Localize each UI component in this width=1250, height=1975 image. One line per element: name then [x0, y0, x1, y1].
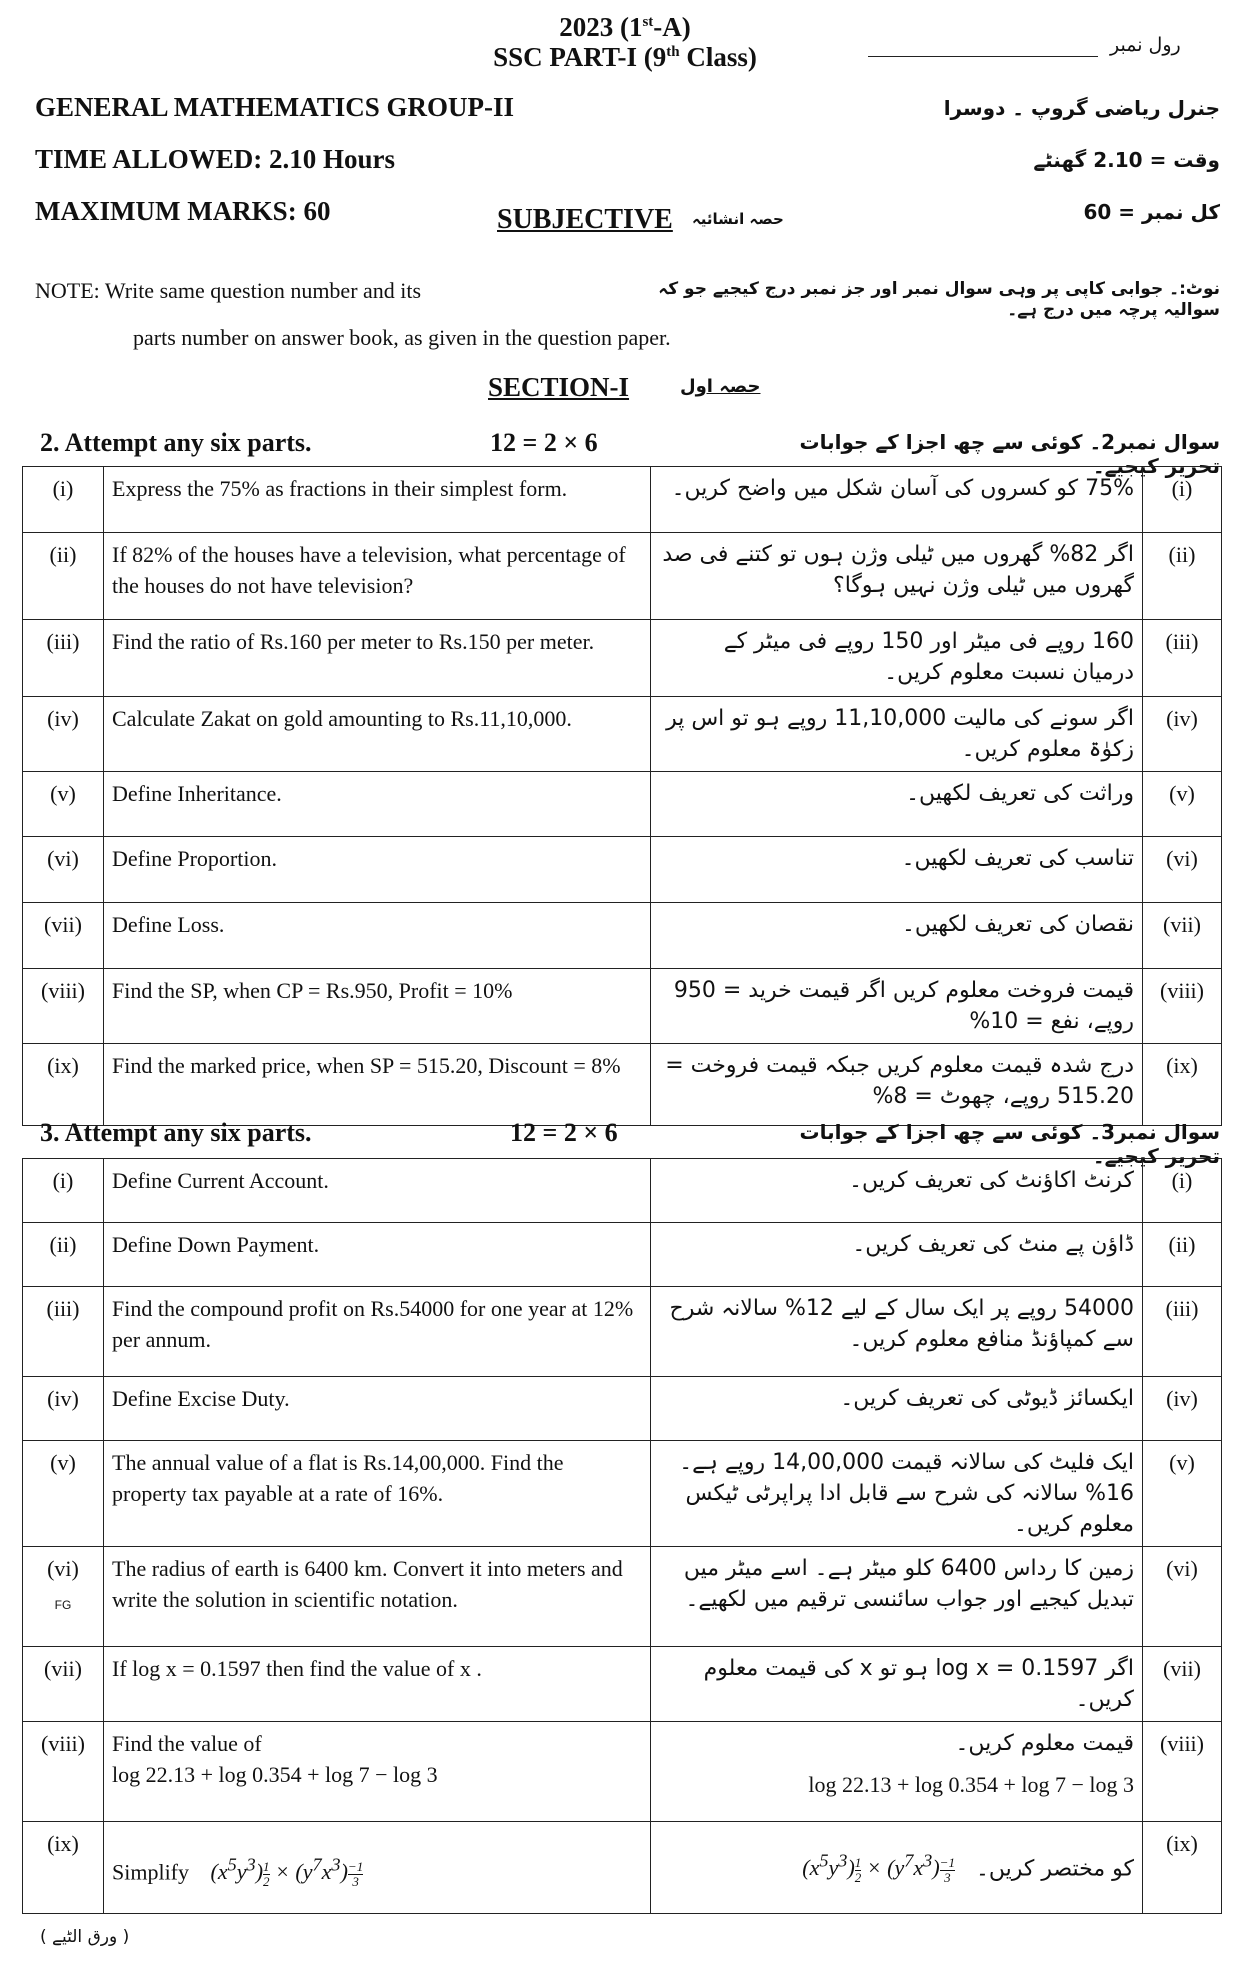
simplify-expression-ur: $(x^5y^3)$ $\frac{1}{2}$ × $(y^7x^3)$ $\frac{-1}{3}$	[802, 1851, 955, 1885]
q2-part-number: (ix)	[23, 1044, 104, 1126]
q3-title-ur: سوال نمبر3۔ کوئی سے چھ اجزا کے جوابات تحریر کیجیے۔	[799, 1120, 1220, 1168]
q3-part-ur-cell	[651, 1822, 1143, 1914]
q3-part-number-ur: (viii)	[1143, 1722, 1222, 1822]
q2-part-ur: درج شدہ قیمت معلوم کریں جبکہ قیمت فروخت = 515.20 روپے، چھوٹ = 8%	[651, 1044, 1143, 1126]
section-title: SECTION-I	[488, 372, 630, 402]
q2-part-number-ur: (vii)	[1143, 903, 1222, 969]
q2-part-number: (i)	[23, 467, 104, 533]
q2-part-ur: اگر سونے کی مالیت 11,10,000 روپے ہو تو اس پر زکوٰۃ معلوم کریں۔	[651, 697, 1143, 772]
table-row	[23, 772, 1222, 837]
note-en-line1: NOTE: Write same question number and its	[35, 278, 422, 303]
q2-part-number-ur: (vi)	[1143, 837, 1222, 903]
table-row	[23, 1647, 1222, 1722]
q3-part-ur: 54000 روپے پر ایک سال کے لیے 12% سالانہ شرح سے کمپاؤنڈ منافع معلوم کریں۔	[651, 1287, 1143, 1377]
q3-part-ur: کرنٹ اکاؤنٹ کی تعریف کریں۔	[651, 1159, 1143, 1223]
q3-part-ur-line2: log 22.13 + log 0.354 + log 7 − log 3	[808, 1772, 1134, 1797]
subjective-ur: حصہ انشائیہ	[692, 210, 784, 228]
q2-part-number-ur: (iv)	[1143, 697, 1222, 772]
q3-part-en: The annual value of a flat is Rs.14,00,000. Find the property tax payable at a rate of 16%.	[104, 1441, 651, 1547]
table-row	[23, 697, 1222, 772]
roll-number-line	[868, 56, 1098, 57]
q2-part-number: (vi)	[23, 837, 104, 903]
subject-ur: جنرل ریاضی گروپ ۔ دوسرا	[943, 96, 1220, 120]
time-allowed-ur: وقت = 2.10 گھنٹے	[1033, 148, 1220, 172]
q3-part-number-ur: (i)	[1143, 1159, 1222, 1223]
q3-part-ur-cell	[651, 1722, 1143, 1822]
table-row	[23, 1822, 1222, 1914]
q2-part-en: Define Loss.	[104, 903, 651, 969]
q3-part-en: Define Excise Duty.	[104, 1377, 651, 1441]
q3-part-ur-line1: قیمت معلوم کریں۔	[955, 1731, 1134, 1756]
q2-part-number-ur: (iii)	[1143, 620, 1222, 697]
table-row	[23, 1377, 1222, 1441]
q3-part-number-ur: (iv)	[1143, 1377, 1222, 1441]
q3-part-number-ur: (v)	[1143, 1441, 1222, 1547]
q2-part-number-ur: (ix)	[1143, 1044, 1222, 1126]
table-row	[23, 903, 1222, 969]
q2-part-ur: 75% کو کسروں کی آسان شکل میں واضح کریں۔	[651, 467, 1143, 533]
q3-part-en: Simplify	[112, 1859, 190, 1885]
q3-table	[22, 1158, 1222, 1914]
time-allowed-en: TIME ALLOWED: 2.10 Hours	[35, 144, 396, 174]
q3-part-en-line2: log 22.13 + log 0.354 + log 7 − log 3	[112, 1762, 438, 1787]
q2-part-number: (vii)	[23, 903, 104, 969]
q3-title: 3. Attempt any six parts.	[40, 1118, 312, 1147]
q2-part-number: (viii)	[23, 969, 104, 1044]
table-row	[23, 1044, 1222, 1126]
q3-part-en: Define Down Payment.	[104, 1223, 651, 1287]
q3-part-number: (ii)	[23, 1223, 104, 1287]
q3-part-number: (viii)	[23, 1722, 104, 1822]
table-row	[23, 533, 1222, 620]
q3-part-number-cell	[23, 1547, 104, 1647]
q3-part-number-ur: (vii)	[1143, 1647, 1222, 1722]
q3-part-number: (vii)	[23, 1647, 104, 1722]
q3-part-number: (iv)	[23, 1377, 104, 1441]
q2-part-en: Express the 75% as fractions in their simplest form.	[104, 467, 651, 533]
max-marks-ur: کل نمبر = 60	[1083, 200, 1220, 224]
table-row	[23, 837, 1222, 903]
q3-part-number: (vi)	[47, 1556, 79, 1581]
q2-part-number-ur: (v)	[1143, 772, 1222, 837]
q2-part-ur: قیمت فروخت معلوم کریں اگر قیمت خرید = 950 روپے، نفع = 10%	[651, 969, 1143, 1044]
q3-part-en: Define Current Account.	[104, 1159, 651, 1223]
q3-part-ur: کو مختصر کریں۔	[975, 1856, 1134, 1882]
q2-part-number: (ii)	[23, 533, 104, 620]
q3-part-number: (ix)	[23, 1822, 104, 1914]
q2-part-ur: وراثت کی تعریف لکھیں۔	[651, 772, 1143, 837]
table-row	[23, 467, 1222, 533]
q3-part-number-ur: (ix)	[1143, 1822, 1222, 1914]
q3-part-en-cell	[104, 1822, 651, 1914]
q3-part-en: If log x = 0.1597 then find the value of x .	[104, 1647, 651, 1722]
note-en-line2: parts number on answer book, as given in the question paper.	[133, 325, 671, 350]
q2-part-ur: نقصان کی تعریف لکھیں۔	[651, 903, 1143, 969]
q2-part-ur: 160 روپے فی میٹر اور 150 روپے فی میٹر کے درمیان نسبت معلوم کریں۔	[651, 620, 1143, 697]
table-row	[23, 620, 1222, 697]
turn-over-note: ( ورق الٹیے )	[40, 1927, 130, 1947]
q2-part-en: Calculate Zakat on gold amounting to Rs.11,10,000.	[104, 697, 651, 772]
table-row	[23, 1287, 1222, 1377]
q2-part-number-ur: (ii)	[1143, 533, 1222, 620]
q2-title-ur: سوال نمبر2۔ کوئی سے چھ اجزا کے جوابات تحریر کیجیے۔	[799, 430, 1220, 478]
q2-part-number: (v)	[23, 772, 104, 837]
q2-part-en: Find the marked price, when SP = 515.20, Discount = 8%	[104, 1044, 651, 1126]
q2-part-number-ur: (i)	[1143, 467, 1222, 533]
q2-part-en: Define Inheritance.	[104, 772, 651, 837]
q3-part-en: Find the compound profit on Rs.54000 for one year at 12% per annum.	[104, 1287, 651, 1377]
q3-marks: 12 = 2 × 6	[510, 1118, 618, 1147]
q2-part-en: Find the ratio of Rs.160 per meter to Rs.150 per meter.	[104, 620, 651, 697]
exam-title: SSC PART-I (9th Class)	[493, 42, 757, 72]
q2-part-ur: اگر 82% گھروں میں ٹیلی وژن ہوں تو کتنے فی صد گھروں میں ٹیلی وژن نہیں ہوگا؟	[651, 533, 1143, 620]
section-title-ur: حصہ اول	[680, 376, 761, 397]
q2-part-en: Find the SP, when CP = Rs.950, Profit = 10%	[104, 969, 651, 1044]
q3-part-number: (i)	[23, 1159, 104, 1223]
q3-part-en-line1: Find the value of	[112, 1731, 262, 1756]
table-row	[23, 1223, 1222, 1287]
q2-part-number: (iv)	[23, 697, 104, 772]
roll-number-label: رول نمبر	[1110, 34, 1181, 56]
q2-part-number-ur: (viii)	[1143, 969, 1222, 1044]
q2-part-number: (iii)	[23, 620, 104, 697]
q3-part-ur: اگر log x = 0.1597 ہو تو x کی قیمت معلوم کریں۔	[651, 1647, 1143, 1722]
max-marks-en: MAXIMUM MARKS: 60	[35, 196, 331, 226]
q3-part-ur: ڈاؤن پے منٹ کی تعریف کریں۔	[651, 1223, 1143, 1287]
table-row	[23, 1441, 1222, 1547]
q3-part-ur: ایکسائز ڈیوٹی کی تعریف کریں۔	[651, 1377, 1143, 1441]
subjective-title: SUBJECTIVE	[497, 204, 673, 235]
q3-part-en-cell	[104, 1722, 651, 1822]
table-row	[23, 1722, 1222, 1822]
table-row	[23, 1547, 1222, 1647]
q2-title: 2. Attempt any six parts.	[40, 428, 312, 457]
q2-part-ur: تناسب کی تعریف لکھیں۔	[651, 837, 1143, 903]
q3-part-number-ur: (vi)	[1143, 1547, 1222, 1647]
q2-marks: 12 = 2 × 6	[490, 428, 598, 457]
note-ur: نوٹ:۔ جوابی کاپی پر وہی سوال نمبر اور جز نمبر درج کیجیے جو کہ سوالیہ پرچہ میں درج ہے۔	[658, 279, 1220, 320]
subject-en: GENERAL MATHEMATICS GROUP-II	[35, 92, 515, 122]
exam-year: 2023 (1st-A)	[559, 12, 691, 42]
q3-part-ur: ایک فلیٹ کی سالانہ قیمت 14,00,000 روپے ہے۔ 16% سالانہ کی شرح سے قابل ادا پراپرٹی ٹیکس معلوم کریں۔	[651, 1441, 1143, 1547]
q3-part-number-ur: (iii)	[1143, 1287, 1222, 1377]
q3-part-number: (v)	[23, 1441, 104, 1547]
simplify-expression: $(x^5y^3)$ $\frac{1}{2}$ × $(y^7x^3)$ $\frac{-1}{3}$	[210, 1855, 364, 1889]
q2-part-en: If 82% of the houses have a television, what percentage of the houses do not have television?	[104, 533, 651, 620]
table-row	[23, 1159, 1222, 1223]
q3-part-en: The radius of earth is 6400 km. Convert it into meters and write the solution in scientific notation.	[104, 1547, 651, 1647]
q2-table	[22, 466, 1222, 1126]
q2-part-en: Define Proportion.	[104, 837, 651, 903]
q3-part-ur: زمین کا رداس 6400 کلو میٹر ہے۔ اسے میٹر میں تبدیل کیجیے اور جواب سائنسی ترقیم میں لکھیے۔	[651, 1547, 1143, 1647]
fg-tag: FG	[54, 1598, 72, 1612]
q3-part-number: (iii)	[23, 1287, 104, 1377]
q3-part-number-ur: (ii)	[1143, 1223, 1222, 1287]
table-row	[23, 969, 1222, 1044]
